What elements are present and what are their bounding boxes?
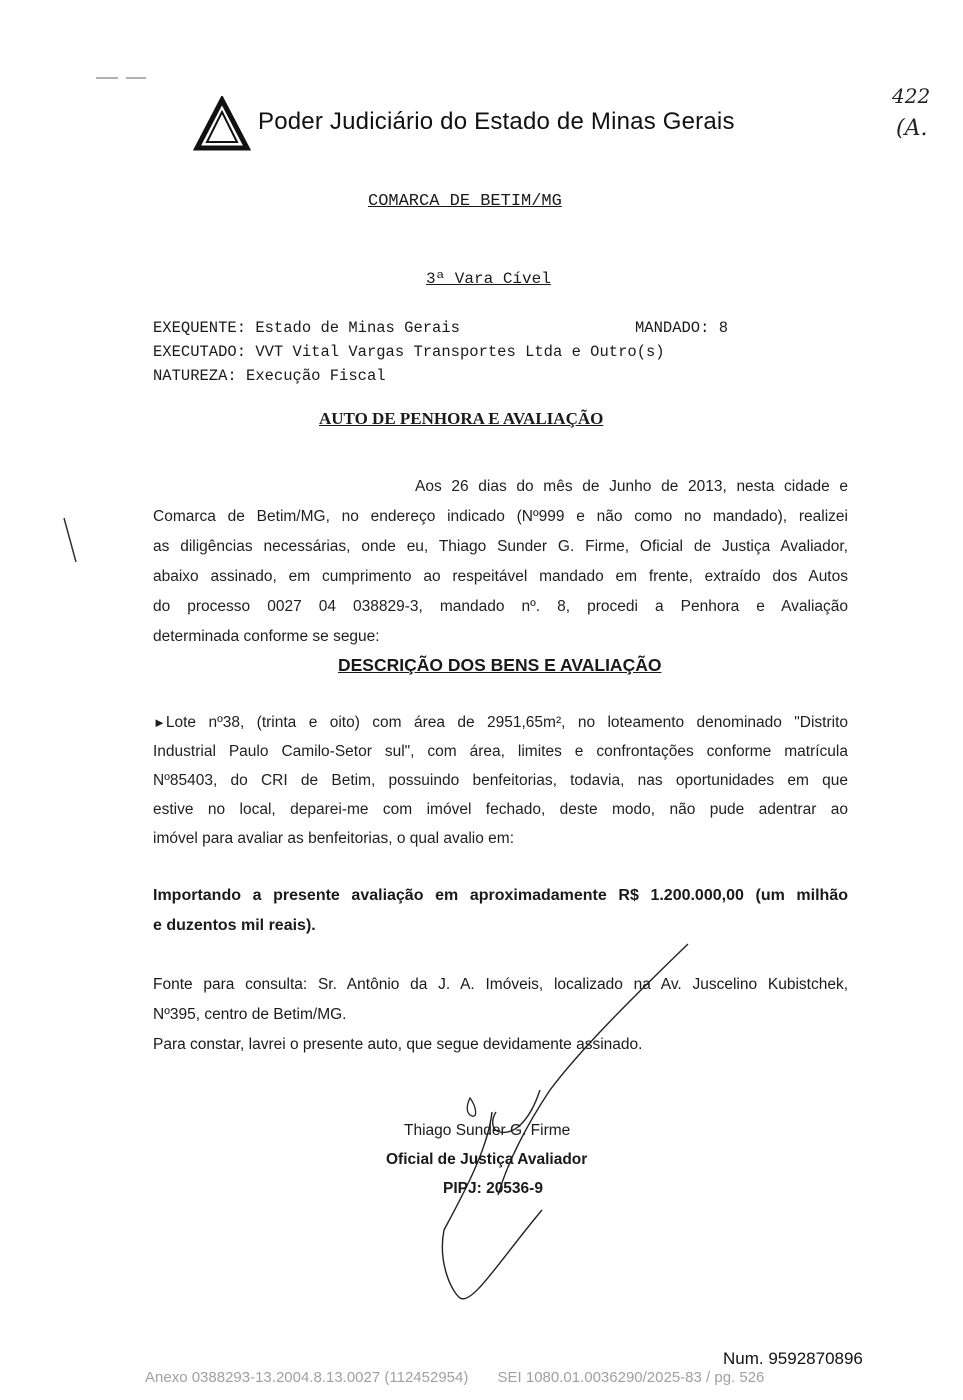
executado-row	[153, 343, 665, 361]
exequente-label: EXEQUENTE:	[153, 319, 247, 337]
closing-line: Fonte para consulta: Sr. Antônio da J. A. Imóveis, localizado na Av. Juscelino Kubistchek,	[153, 976, 848, 993]
intro-line: Comarca de Betim/MG, no endereço indicado (Nº999 e não como no mandado), realizei	[153, 508, 848, 525]
valuation-statement	[153, 881, 848, 941]
signatory-id: PIPJ: 20536-9	[443, 1180, 543, 1197]
arrow-bullet-icon: ►	[153, 715, 166, 730]
court-header-title: Poder Judiciário do Estado de Minas Gerais	[258, 108, 735, 135]
valuation-line: Importando a presente avaliação em aproximadamente R$ 1.200.000,00 (um milhão	[153, 887, 848, 904]
intro-line: abaixo assinado, em cumprimento ao respeitável mandado em frente, extraído dos Autos	[153, 568, 848, 585]
signatory-role: Oficial de Justiça Avaliador	[386, 1151, 588, 1168]
exequente-value: Estado de Minas Gerais	[255, 319, 460, 337]
scan-marks	[60, 70, 170, 90]
item-line: Industrial Paulo Camilo-Setor sul", com área, limites e confrontações conforme matrícula	[153, 743, 848, 760]
item-line: estive no local, deparei-me com imóvel fechado, deste modo, não pude adentrar ao	[153, 801, 848, 818]
closing-line: Para constar, lavrei o presente auto, que segue devidamente assinado.	[153, 1036, 643, 1053]
margin-note-initials: (A.	[896, 116, 928, 141]
closing-line: Nº395, centro de Betim/MG.	[153, 1006, 347, 1023]
natureza-row	[153, 367, 386, 385]
item-line: Nº85403, do CRI de Betim, possuindo benfeitorias, todavia, nas oportunidades em que	[153, 772, 848, 789]
mandado-row	[635, 319, 728, 337]
intro-line: do processo 0027 04 038829-3, mandado nº. 8, procedi a Penhora e Avaliação	[153, 598, 848, 615]
valuation-line: e duzentos mil reais).	[153, 917, 316, 934]
triangle-logo-icon	[193, 96, 251, 154]
exequente-row	[153, 319, 460, 337]
item-description	[153, 708, 848, 853]
vara-heading: 3ª Vara Cível	[426, 270, 551, 288]
item-line: imóvel para avaliar as benfeitorias, o qual avalio em:	[153, 830, 514, 847]
natureza-label: NATUREZA:	[153, 367, 237, 385]
margin-note-page-number: 422	[892, 84, 931, 108]
margin-stroke-mark	[62, 516, 82, 566]
natureza-value: Execução Fiscal	[246, 367, 386, 385]
mandado-value: 8	[718, 319, 729, 337]
executado-value: VVT Vital Vargas Transportes Ltda e Outro(s)	[255, 343, 665, 361]
section-title: DESCRIÇÃO DOS BENS E AVALIAÇÃO	[338, 655, 662, 675]
intro-line: Aos 26 dias do mês de Junho de 2013, nesta cidade e	[415, 478, 848, 495]
stamp-number: Num. 9592870896	[723, 1349, 863, 1368]
intro-paragraph	[153, 472, 848, 652]
intro-line: determinada conforme se segue:	[153, 628, 380, 645]
document-title: AUTO DE PENHORA E AVALIAÇÃO	[319, 409, 604, 428]
item-line: ►Lote nº38, (trinta e oito) com área de 2951,65m², no loteamento denominado "Distrito	[153, 714, 848, 731]
footer-annex-reference: Anexo 0388293-13.2004.8.13.0027 (112452954) SEI 1080.01.0036290/2025-83 / pg. 526	[145, 1369, 765, 1386]
signatory-name: Thiago Sunder G. Firme	[404, 1122, 571, 1139]
executado-label: EXECUTADO:	[153, 343, 247, 361]
mandado-label: MANDADO:	[635, 319, 710, 337]
comarca-heading: COMARCA DE BETIM/MG	[368, 192, 562, 211]
intro-line: as diligências necessárias, onde eu, Thiago Sunder G. Firme, Oficial de Justiça Avaliador,	[153, 538, 848, 555]
